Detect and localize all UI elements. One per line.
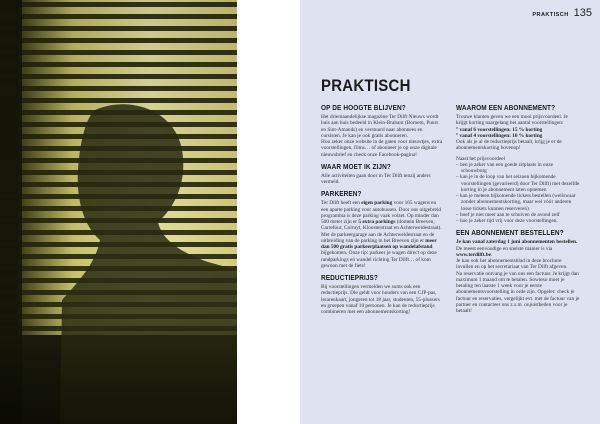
paragraph: Alle activiteiten gaan door in Ter Dilft tenzij anders vermeld.: [321, 172, 431, 185]
section-heading: WAAR MOET IK ZIJN?: [321, 161, 391, 171]
right-column: [456, 103, 580, 318]
paragraph: Trouwe klanten geven we een mooi prijsvoordeel. Je krijgt korting naargelang het aantal voorstellingen:: [456, 114, 568, 127]
section-waarom-abonnement: [456, 103, 580, 224]
section-heading: PARKEREN?: [321, 189, 362, 199]
order-paragraph: Je kan vanaf zaterdag 1 juni abonnementen bestellen. De meest eenvoudige en snelste manier is via www.terdilft.be.: [456, 239, 578, 258]
list-item: – kan je meteen bijkomende tickets bestellen (weliswaar zonder abonnementskorting, maar wel vóór anderen losse tickets kunnen reserveren): [456, 193, 576, 212]
section-reductieprijs: [321, 273, 443, 315]
blinds-photo: [0, 0, 237, 424]
paragraph: Het driemaandelijkse magazine Ter Dilft Nieuws wordt huis aan huis bedeeld in Klein-Brabant (Bornem, Puurs en Sint-Amands) en verstuurd naar abonnees en cursisten. Je kan je ook gratis abonneren.: [321, 114, 439, 139]
page-gutter: [237, 0, 300, 424]
parking-paragraph: Ter Dilft heeft een eigen parking voor 165 wagens en een aparte parking voor autobussen. Door ons uitgebreid programma is deze parking vaak volzet. Op minder dan 500 meter zijn er 5 extra parkings (domein Breeven, Carrefour, Colruyt, Kloosterstraat en Achterweidestraat). Met de parkeergarage aan de Achterweidestraat en de uitbreiding van de parking in het Breeven zijn er meer dan 500 gratis parkeerplaatsen op wandelafstand bijgekomen. Onze tip: parkeer je wagen direct op deze randparkings en wandel richting Ter Dilft… of kom gewoon met de fiets!: [321, 200, 442, 269]
page-number: 135: [573, 7, 592, 19]
page-title: PRAKTISCH: [321, 76, 411, 95]
section-abonnement-bestellen: [456, 228, 580, 314]
list-item: – hoe je zeker tijd vrij voor deze voorstellingen.: [456, 218, 558, 224]
list-item: – hoef je niet meer aan te schuiven de avond zelf: [456, 211, 560, 218]
running-head: [532, 7, 592, 19]
section-heading: WAAROM EEN ABONNEMENT?: [456, 103, 556, 112]
paragraph: Na reservatie ontvang je van ons een factuur. Je krijgt dan maximum 1 maand om te betalen. Sowieso moet je betaling ten laatste 1 week voor je eerste abonnementsvoorstelling in orde zijn. Opgelet: check je factuur en reservaties, vergelijkt evt. met de factuur van je partner en contacteer ons z.s.m. onjuistheden voor je betaalt!: [456, 270, 580, 314]
venetian-blind-silhouette-photo: [0, 0, 237, 424]
list-item: – kan je in de loop van het seizoen bijkomende voorstellingen (gevarieerd) door Ter Dilft) met dezelfde korting in je abonnement laten opnemen: [456, 174, 580, 193]
discount-list: [456, 127, 580, 140]
section-heading: REDUCTIEPRIJS?: [321, 273, 378, 282]
benefit-list: [456, 162, 580, 225]
paragraph: Hou zeker onze website in de gaten voor nieuwtjes, extra voorstellingen, films… of abonneer je op onze digitale nieuwsbrief en check onze Facebook-pagina!: [321, 139, 443, 158]
text-page: [300, 0, 600, 424]
list-item: – ben je zeker van een goede zitplaats in onze schouwburg: [456, 161, 553, 174]
website-link[interactable]: www.terdilft.be: [456, 251, 492, 258]
paragraph: Bij voorstellingen vermelden we soms ook een reductieprijs. Die geldt voor houders van een CJP-pas, lerarenkaart, jongeren tot 18 jaar, studenten, 55-plussers en groepen vanaf 10 personen. Je kan de reductieprijs combineren met een abonnementskorting!: [321, 284, 440, 315]
section-op-de-hoogte: [321, 103, 443, 158]
paragraph: Je kan ook het abonnementsblad in deze brochure invullen en op het secretariaat van Ter Dilft afgeven.: [456, 258, 568, 271]
paragraph: Naast het prijsvoordeel: [456, 155, 506, 162]
section-heading: OP DE HOOGTE BLIJVEN?: [321, 103, 406, 112]
section-waar-moet-ik-zijn: [321, 162, 443, 186]
running-head-section: PRAKTISCH: [532, 12, 569, 18]
section-parkeren: [321, 189, 443, 269]
paragraph: Ook als je al de reductieprijs betaalt, krijg je er de abonnementskorting bovenop!: [456, 139, 562, 152]
left-column: [321, 103, 443, 319]
section-heading: EEN ABONNEMENT BESTELLEN?: [456, 228, 564, 238]
list-item: ° vanaf 6 voorstellingen: 15 % korting: [456, 126, 543, 133]
list-item: ° vanaf 4 voorstellingen: 10 % korting: [456, 132, 543, 139]
